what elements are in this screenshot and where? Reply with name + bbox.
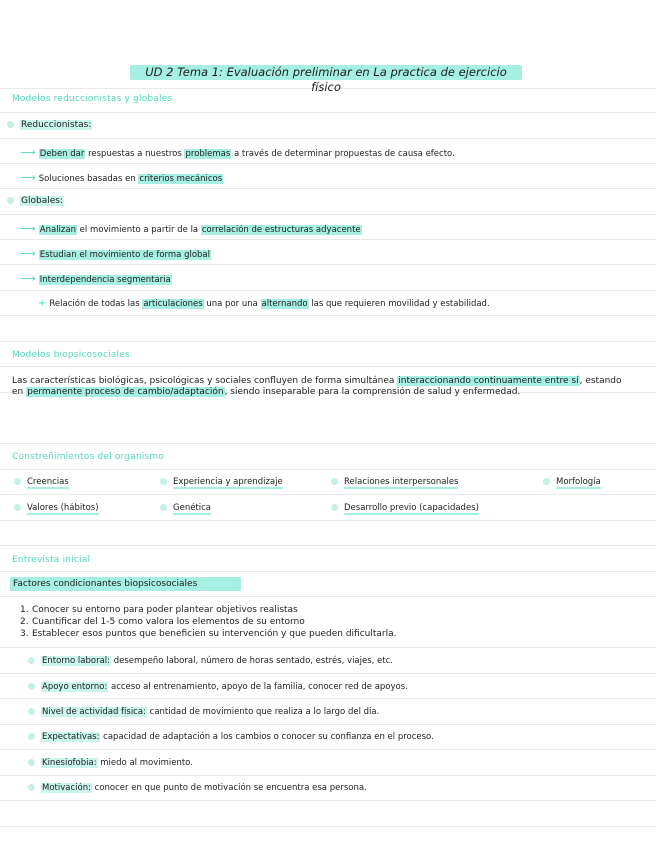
bullet-icon <box>160 504 167 511</box>
factor-label: Kinesiofobia: <box>42 758 97 768</box>
divider <box>0 443 656 444</box>
globales-label: Globales: <box>21 196 63 206</box>
section-heading-biopsicosocial: Modelos biopsicosociales <box>12 350 130 360</box>
constraint-label: Desarrollo previo (capacidades) <box>344 503 479 513</box>
bullet-icon <box>28 657 35 664</box>
item-number: 3. <box>20 629 29 639</box>
divider <box>0 315 656 316</box>
numbered-item <box>20 617 305 628</box>
factor-item <box>28 656 393 666</box>
section-heading-models: Modelos reduccionistas y globales <box>12 94 173 104</box>
factor-text: miedo al movimiento. <box>97 758 193 768</box>
bullet-icon <box>7 197 14 204</box>
constraint-label: Relaciones interpersonales <box>344 477 459 487</box>
constraint-item <box>160 503 211 513</box>
bullet-icon <box>14 504 21 511</box>
bullet-icon <box>28 733 35 740</box>
highlight-text: Analizan <box>39 225 76 235</box>
constraint-item <box>331 477 458 487</box>
highlight-text: permanente proceso de cambio/adaptación <box>27 387 224 397</box>
constraint-item <box>14 477 69 487</box>
numbered-item <box>20 605 298 616</box>
factor-text: conocer en que punto de motivación se encuentra esa persona. <box>91 783 367 793</box>
highlight-text: Deben dar <box>39 149 85 159</box>
divider <box>0 138 656 139</box>
paragraph-text: , siendo inseparable para la comprensión de salud y enfermedad. <box>224 387 521 397</box>
highlight-text: problemas <box>185 149 231 159</box>
constraint-label: Valores (hábitos) <box>27 503 99 513</box>
divider <box>0 366 656 367</box>
factor-label: Expectativas: <box>42 732 100 742</box>
bullet-icon <box>543 478 550 485</box>
page-title: UD 2 Tema 1: Evaluación preliminar en La practica de ejercicio físico <box>130 65 522 80</box>
factor-text: acceso al entrenamiento, apoyo de la familia, conocer red de apoyos. <box>108 682 408 692</box>
factor-item <box>28 707 379 717</box>
numbered-text: Cuantificar del 1-5 como valora los elementos de su entorno <box>32 617 305 627</box>
divider <box>0 749 656 750</box>
divider <box>0 571 656 572</box>
list-item-text: una por una <box>203 299 261 309</box>
list-item <box>20 247 211 260</box>
factor-item <box>28 758 193 768</box>
factor-text: capacidad de adaptación a los cambios o conocer su confianza en el proceso. <box>100 732 434 742</box>
bullet-icon <box>331 478 338 485</box>
divider <box>0 826 656 827</box>
divider <box>0 596 656 597</box>
divider <box>0 724 656 725</box>
list-item-text: a través de determinar propuestas de causa efecto. <box>231 149 455 159</box>
factor-label: Motivación: <box>42 783 91 793</box>
paragraph-text: Las características biológicas, psicológicas y sociales confluyen de forma simultánea <box>12 376 398 386</box>
divider <box>0 290 656 291</box>
constraint-label: Genética <box>173 503 212 513</box>
highlight-text: Estudian el movimiento de forma global <box>39 250 210 260</box>
arrow-right-icon: ⟶ <box>20 247 36 260</box>
highlight-text: articulaciones <box>143 299 203 309</box>
constraint-label: Creencias <box>27 477 69 487</box>
highlight-text: alternando <box>261 299 308 309</box>
arrow-right-icon: ⟶ <box>20 272 36 285</box>
list-item-text: Relación de todas las <box>49 299 143 309</box>
factor-item <box>28 732 434 742</box>
list-item <box>20 222 362 235</box>
divider <box>0 698 656 699</box>
divider <box>0 112 656 113</box>
arrow-right-icon: ⟶ <box>20 222 36 235</box>
paragraph-text: , estando en <box>12 376 622 397</box>
divider <box>0 214 656 215</box>
factor-text: desempeño laboral, número de horas sentado, estrés, viajes, etc. <box>111 656 393 666</box>
divider <box>0 163 656 164</box>
constraint-item <box>543 477 601 487</box>
factor-label: Entorno laboral: <box>42 656 111 666</box>
list-item <box>20 146 455 159</box>
factor-item <box>28 682 408 692</box>
list-item-text: el movimiento a partir de la <box>76 225 201 235</box>
numbered-item <box>20 629 396 640</box>
highlight-text: correlación de estructuras adyacente <box>201 225 361 235</box>
bullet-icon <box>14 478 21 485</box>
divider <box>0 264 656 265</box>
highlight-text: criterios mecánicos <box>139 174 223 184</box>
arrow-right-icon: ⟶ <box>20 171 36 184</box>
divider <box>0 188 656 189</box>
list-item <box>20 272 172 285</box>
highlight-text: Interdependencia segmentaria <box>39 275 171 285</box>
factor-text: cantidad de movimiento que realiza a lo largo del día. <box>146 707 380 717</box>
numbered-text: Conocer su entorno para poder plantear objetivos realistas <box>32 605 298 615</box>
factor-item <box>28 783 367 793</box>
list-item-text: respuestas a nuestros <box>85 149 185 159</box>
item-number: 2. <box>20 617 29 627</box>
list-item <box>20 171 223 184</box>
bullet-icon <box>28 683 35 690</box>
section-heading-constrenimientos: Constreñimientos del organismo <box>12 452 165 462</box>
constraint-label: Experiencia y aprendizaje <box>173 477 283 487</box>
constraint-item <box>160 477 283 487</box>
list-item-text: Soluciones basadas en <box>38 174 139 184</box>
divider <box>0 545 656 546</box>
bullet-icon <box>28 759 35 766</box>
highlight-text: interaccionando continuamente entre sí <box>398 376 579 386</box>
biopsicosocial-paragraph <box>12 376 630 398</box>
divider <box>0 673 656 674</box>
arrow-right-icon: ⟶ <box>20 146 36 159</box>
divider <box>0 800 656 801</box>
factor-label: Apoyo entorno: <box>42 682 108 692</box>
factor-label: Nivel de actividad física: <box>42 707 146 717</box>
reduccionistas-label-row <box>7 120 92 130</box>
divider <box>0 494 656 495</box>
sub-list-item <box>38 298 490 309</box>
divider <box>0 239 656 240</box>
divider <box>0 775 656 776</box>
bullet-icon <box>28 784 35 791</box>
bullet-icon <box>160 478 167 485</box>
divider <box>0 647 656 648</box>
constraint-item <box>14 503 99 513</box>
bullet-icon <box>331 504 338 511</box>
constraint-item <box>331 503 479 513</box>
plus-icon: + <box>38 298 47 309</box>
globales-label-row <box>7 196 64 206</box>
constraint-label: Morfología <box>556 477 601 487</box>
divider <box>0 341 656 342</box>
reduccionistas-label: Reduccionistas: <box>21 120 92 130</box>
factors-heading-box: Factores condicionantes biopsicosociales <box>10 577 241 591</box>
section-heading-entrevista: Entrevista inicial <box>12 555 91 565</box>
bullet-icon <box>7 121 14 128</box>
divider <box>0 469 656 470</box>
numbered-text: Establecer esos puntos que beneficien su intervención y que pueden dificultarla. <box>32 629 397 639</box>
divider <box>0 520 656 521</box>
item-number: 1. <box>20 605 29 615</box>
bullet-icon <box>28 708 35 715</box>
list-item-text: las que requieren movilidad y estabilidad. <box>308 299 490 309</box>
